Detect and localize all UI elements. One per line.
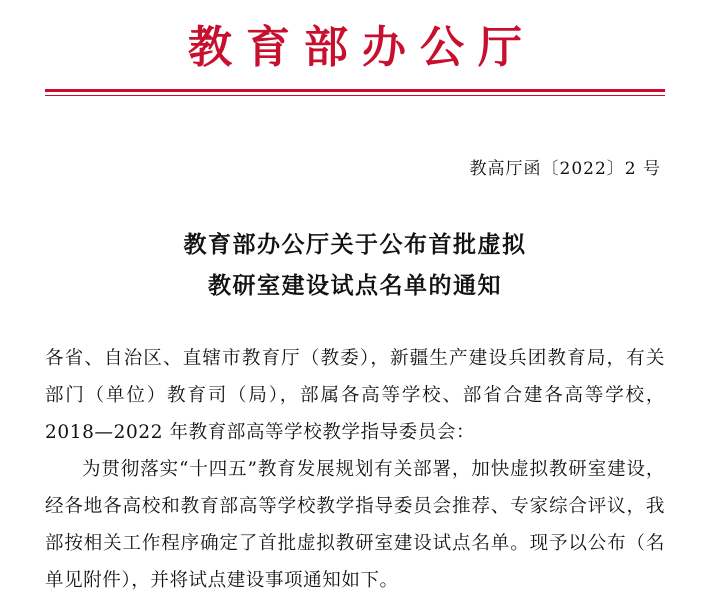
document-body — [45, 306, 665, 599]
letterhead — [45, 0, 665, 77]
recipient-paragraph: 各省、自治区、直辖市教育厅（教委），新疆生产建设兵团教育局，有关部门（单位）教育司（局），部属各高等学校、部省合建各高等学校，2018—2022 年教育部高等学校教学指导委员会： — [45, 347, 665, 443]
letterhead-title: 教育部办公厅 — [188, 22, 536, 73]
letterhead-divider — [45, 89, 665, 96]
document-title — [75, 179, 635, 306]
document-number: 教高厅函〔2022〕2 号 — [469, 159, 661, 180]
document-title-line-1: 教育部办公厅关于公布首批虚拟 — [183, 231, 527, 259]
document-number-row — [45, 96, 665, 179]
document-title-line-2: 教研室建设试点名单的通知 — [208, 271, 502, 299]
body-paragraph-1: 为贯彻落实“十四五”教育发展规划有关部署，加快虚拟教研室建设，经各地各高校和教育部高等学校教学指导委员会推荐、专家综合评议，我部按相关工作程序确定了首批虚拟教研室建设试点名单。现予以公布（名单见附件），并将试点建设事项通知如下。 — [45, 458, 665, 591]
